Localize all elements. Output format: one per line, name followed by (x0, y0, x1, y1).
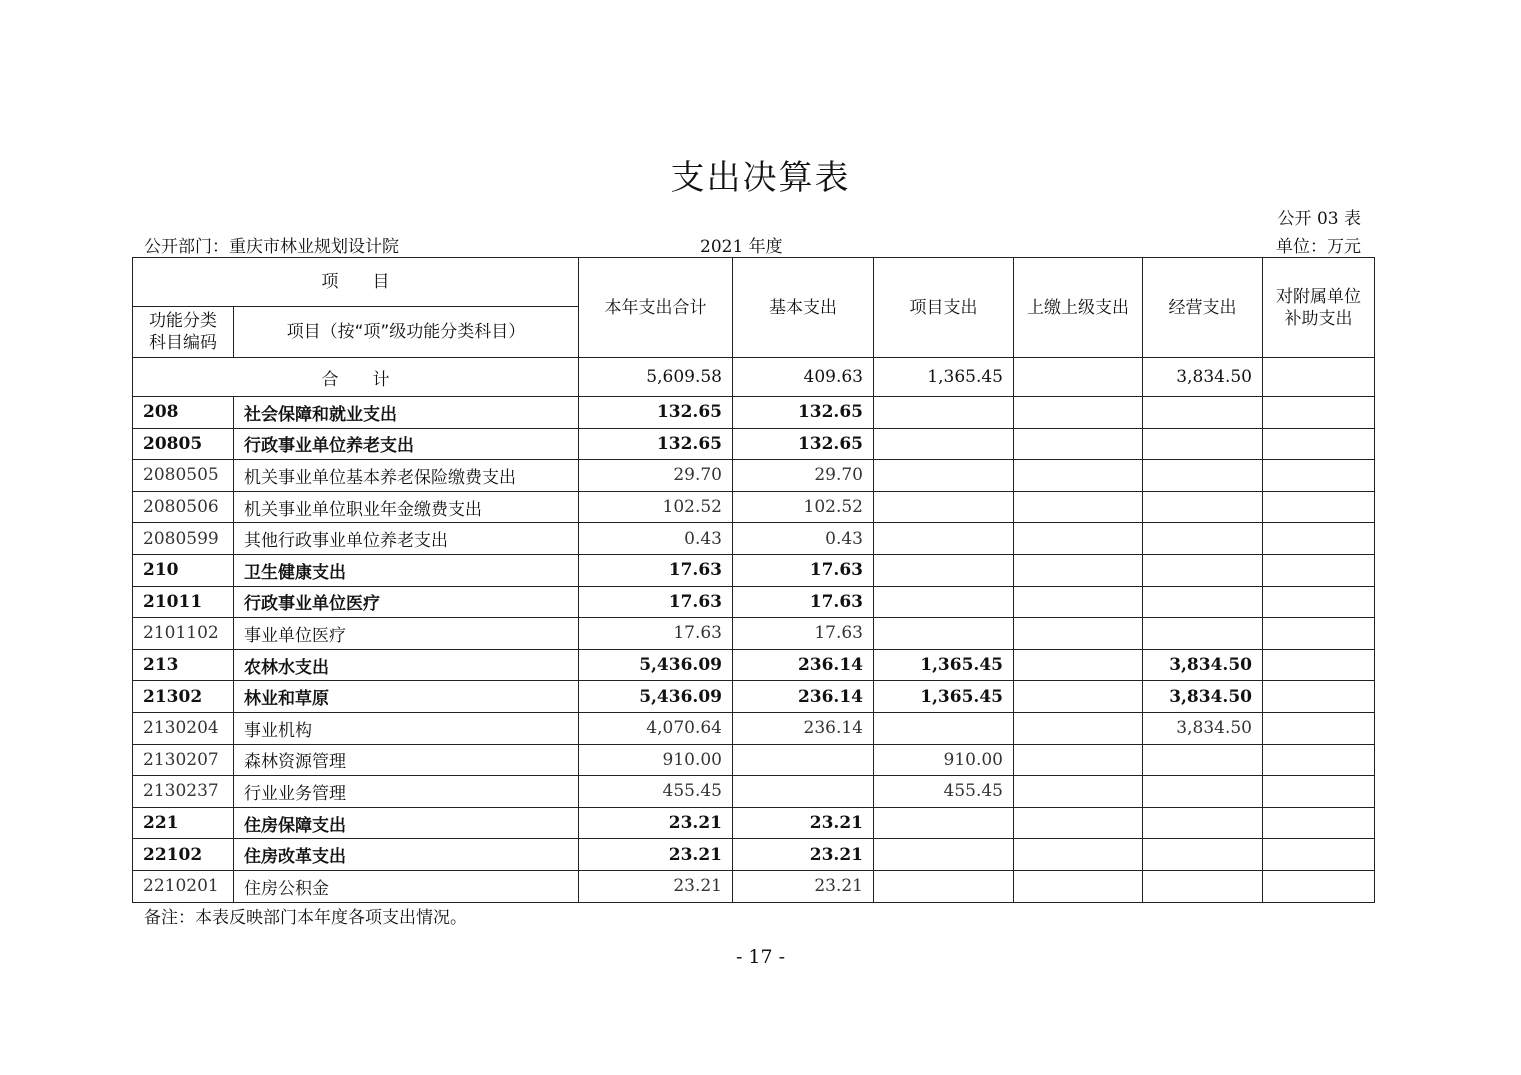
code-cell: 2080505 (133, 460, 234, 492)
table-row (133, 744, 1375, 776)
operating-cell (1143, 776, 1263, 808)
total-cell: 23.21 (579, 807, 733, 839)
unit-label: 单位：万元 (1276, 237, 1361, 257)
footnote: 备注：本表反映部门本年度各项支出情况。 (144, 908, 467, 928)
subsidy-cell (1263, 649, 1375, 681)
total-cell: 5,436.09 (579, 649, 733, 681)
basic-cell (733, 776, 874, 808)
remit-cell (1014, 870, 1143, 902)
remit-cell (1014, 649, 1143, 681)
subsidy-cell (1263, 776, 1375, 808)
subsidy-cell (1263, 523, 1375, 555)
name-cell: 森林资源管理 (234, 744, 579, 776)
code-cell: 21011 (133, 586, 234, 618)
operating-cell (1143, 523, 1263, 555)
header-item: 项 目 (133, 258, 579, 307)
table-row (133, 618, 1375, 650)
header-code: 功能分类科目编码 (133, 307, 234, 358)
name-cell: 机关事业单位职业年金缴费支出 (234, 491, 579, 523)
name-cell: 住房公积金 (234, 870, 579, 902)
department-label: 公开部门：重庆市林业规划设计院 (144, 237, 399, 257)
total-cell: 0.43 (579, 523, 733, 555)
remit-cell (1014, 397, 1143, 429)
name-cell: 住房改革支出 (234, 839, 579, 871)
total-cell: 455.45 (579, 776, 733, 808)
project-cell (874, 523, 1014, 555)
subsidy-cell (1263, 744, 1375, 776)
name-cell: 住房保障支出 (234, 807, 579, 839)
name-cell: 农林水支出 (234, 649, 579, 681)
table-row (133, 681, 1375, 713)
operating-cell: 3,834.50 (1143, 712, 1263, 744)
remit-cell (1014, 839, 1143, 871)
subsidy-cell (1263, 681, 1375, 713)
code-cell: 208 (133, 397, 234, 429)
subsidy-cell (1263, 397, 1375, 429)
subsidy-cell (1263, 870, 1375, 902)
project-cell: 1,365.45 (874, 358, 1014, 397)
basic-cell: 29.70 (733, 460, 874, 492)
name-cell: 行政事业单位医疗 (234, 586, 579, 618)
fiscal-year-label: 2021 年度 (700, 237, 783, 257)
page-number: - 17 - (735, 946, 786, 968)
total-cell: 23.21 (579, 839, 733, 871)
table-row (133, 554, 1375, 586)
table-row (133, 428, 1375, 460)
table-row (133, 649, 1375, 681)
project-cell (874, 586, 1014, 618)
expenditure-table (132, 257, 1375, 903)
header-total: 本年支出合计 (579, 258, 733, 358)
project-cell (874, 870, 1014, 902)
code-cell: 22102 (133, 839, 234, 871)
form-number: 公开 03 表 (1277, 209, 1361, 229)
name-cell: 行政事业单位养老支出 (234, 428, 579, 460)
remit-cell (1014, 491, 1143, 523)
page-title: 支出决算表 (670, 158, 851, 198)
operating-cell: 3,834.50 (1143, 649, 1263, 681)
remit-cell (1014, 460, 1143, 492)
subsidy-cell (1263, 712, 1375, 744)
subsidy-cell (1263, 460, 1375, 492)
operating-cell (1143, 586, 1263, 618)
code-cell: 2130207 (133, 744, 234, 776)
basic-cell: 0.43 (733, 523, 874, 555)
name-cell: 其他行政事业单位养老支出 (234, 523, 579, 555)
name-cell: 行业业务管理 (234, 776, 579, 808)
table-row (133, 712, 1375, 744)
project-cell (874, 839, 1014, 871)
remit-cell (1014, 618, 1143, 650)
project-cell (874, 618, 1014, 650)
project-cell (874, 554, 1014, 586)
project-cell (874, 397, 1014, 429)
table-row (133, 870, 1375, 902)
remit-cell (1014, 776, 1143, 808)
total-row (133, 358, 1375, 397)
project-cell: 455.45 (874, 776, 1014, 808)
remit-cell (1014, 554, 1143, 586)
table-row (133, 523, 1375, 555)
table-row (133, 776, 1375, 808)
name-cell: 事业单位医疗 (234, 618, 579, 650)
code-cell: 21302 (133, 681, 234, 713)
basic-cell: 23.21 (733, 870, 874, 902)
total-cell: 5,436.09 (579, 681, 733, 713)
table-row (133, 839, 1375, 871)
code-cell: 213 (133, 649, 234, 681)
project-cell (874, 712, 1014, 744)
header-remit: 上缴上级支出 (1014, 258, 1143, 358)
code-cell: 2130204 (133, 712, 234, 744)
code-cell: 210 (133, 554, 234, 586)
remit-cell (1014, 358, 1143, 397)
operating-cell: 3,834.50 (1143, 681, 1263, 713)
code-cell: 2080506 (133, 491, 234, 523)
header-project: 项目支出 (874, 258, 1014, 358)
project-cell (874, 460, 1014, 492)
table-row (133, 586, 1375, 618)
subsidy-cell (1263, 618, 1375, 650)
total-cell: 4,070.64 (579, 712, 733, 744)
subsidy-cell (1263, 807, 1375, 839)
operating-cell (1143, 554, 1263, 586)
subsidy-cell (1263, 428, 1375, 460)
basic-cell: 236.14 (733, 681, 874, 713)
basic-cell: 409.63 (733, 358, 874, 397)
operating-cell (1143, 839, 1263, 871)
header-operating: 经营支出 (1143, 258, 1263, 358)
remit-cell (1014, 712, 1143, 744)
operating-cell (1143, 618, 1263, 650)
name-cell: 社会保障和就业支出 (234, 397, 579, 429)
basic-cell: 17.63 (733, 618, 874, 650)
total-cell: 17.63 (579, 586, 733, 618)
basic-cell: 23.21 (733, 807, 874, 839)
table-row (133, 397, 1375, 429)
total-cell: 132.65 (579, 397, 733, 429)
basic-cell: 17.63 (733, 586, 874, 618)
total-label: 合 计 (133, 358, 579, 397)
basic-cell: 23.21 (733, 839, 874, 871)
subsidy-cell (1263, 491, 1375, 523)
total-cell: 132.65 (579, 428, 733, 460)
code-cell: 2101102 (133, 618, 234, 650)
project-cell (874, 491, 1014, 523)
operating-cell (1143, 491, 1263, 523)
header-basic: 基本支出 (733, 258, 874, 358)
project-cell: 1,365.45 (874, 681, 1014, 713)
name-cell: 卫生健康支出 (234, 554, 579, 586)
basic-cell: 17.63 (733, 554, 874, 586)
code-cell: 2080599 (133, 523, 234, 555)
total-cell: 17.63 (579, 618, 733, 650)
total-cell: 5,609.58 (579, 358, 733, 397)
basic-cell: 236.14 (733, 649, 874, 681)
code-cell: 20805 (133, 428, 234, 460)
operating-cell (1143, 807, 1263, 839)
total-cell: 23.21 (579, 870, 733, 902)
name-cell: 事业机构 (234, 712, 579, 744)
remit-cell (1014, 428, 1143, 460)
total-cell: 17.63 (579, 554, 733, 586)
table-row (133, 807, 1375, 839)
remit-cell (1014, 586, 1143, 618)
name-cell: 机关事业单位基本养老保险缴费支出 (234, 460, 579, 492)
header-subsidy: 对附属单位补助支出 (1263, 258, 1375, 358)
basic-cell: 236.14 (733, 712, 874, 744)
project-cell (874, 807, 1014, 839)
basic-cell: 102.52 (733, 491, 874, 523)
table-row (133, 491, 1375, 523)
name-cell: 林业和草原 (234, 681, 579, 713)
project-cell (874, 428, 1014, 460)
project-cell: 1,365.45 (874, 649, 1014, 681)
operating-cell: 3,834.50 (1143, 358, 1263, 397)
remit-cell (1014, 681, 1143, 713)
remit-cell (1014, 807, 1143, 839)
code-cell: 221 (133, 807, 234, 839)
total-cell: 29.70 (579, 460, 733, 492)
basic-cell: 132.65 (733, 397, 874, 429)
subsidy-cell (1263, 358, 1375, 397)
operating-cell (1143, 744, 1263, 776)
remit-cell (1014, 523, 1143, 555)
total-cell: 910.00 (579, 744, 733, 776)
subsidy-cell (1263, 839, 1375, 871)
basic-cell: 132.65 (733, 428, 874, 460)
header-name: 项目（按“项”级功能分类科目） (234, 307, 579, 358)
table-row (133, 460, 1375, 492)
operating-cell (1143, 460, 1263, 492)
total-cell: 102.52 (579, 491, 733, 523)
operating-cell (1143, 397, 1263, 429)
project-cell: 910.00 (874, 744, 1014, 776)
subsidy-cell (1263, 554, 1375, 586)
subsidy-cell (1263, 586, 1375, 618)
code-cell: 2130237 (133, 776, 234, 808)
operating-cell (1143, 870, 1263, 902)
operating-cell (1143, 428, 1263, 460)
basic-cell (733, 744, 874, 776)
code-cell: 2210201 (133, 870, 234, 902)
remit-cell (1014, 744, 1143, 776)
